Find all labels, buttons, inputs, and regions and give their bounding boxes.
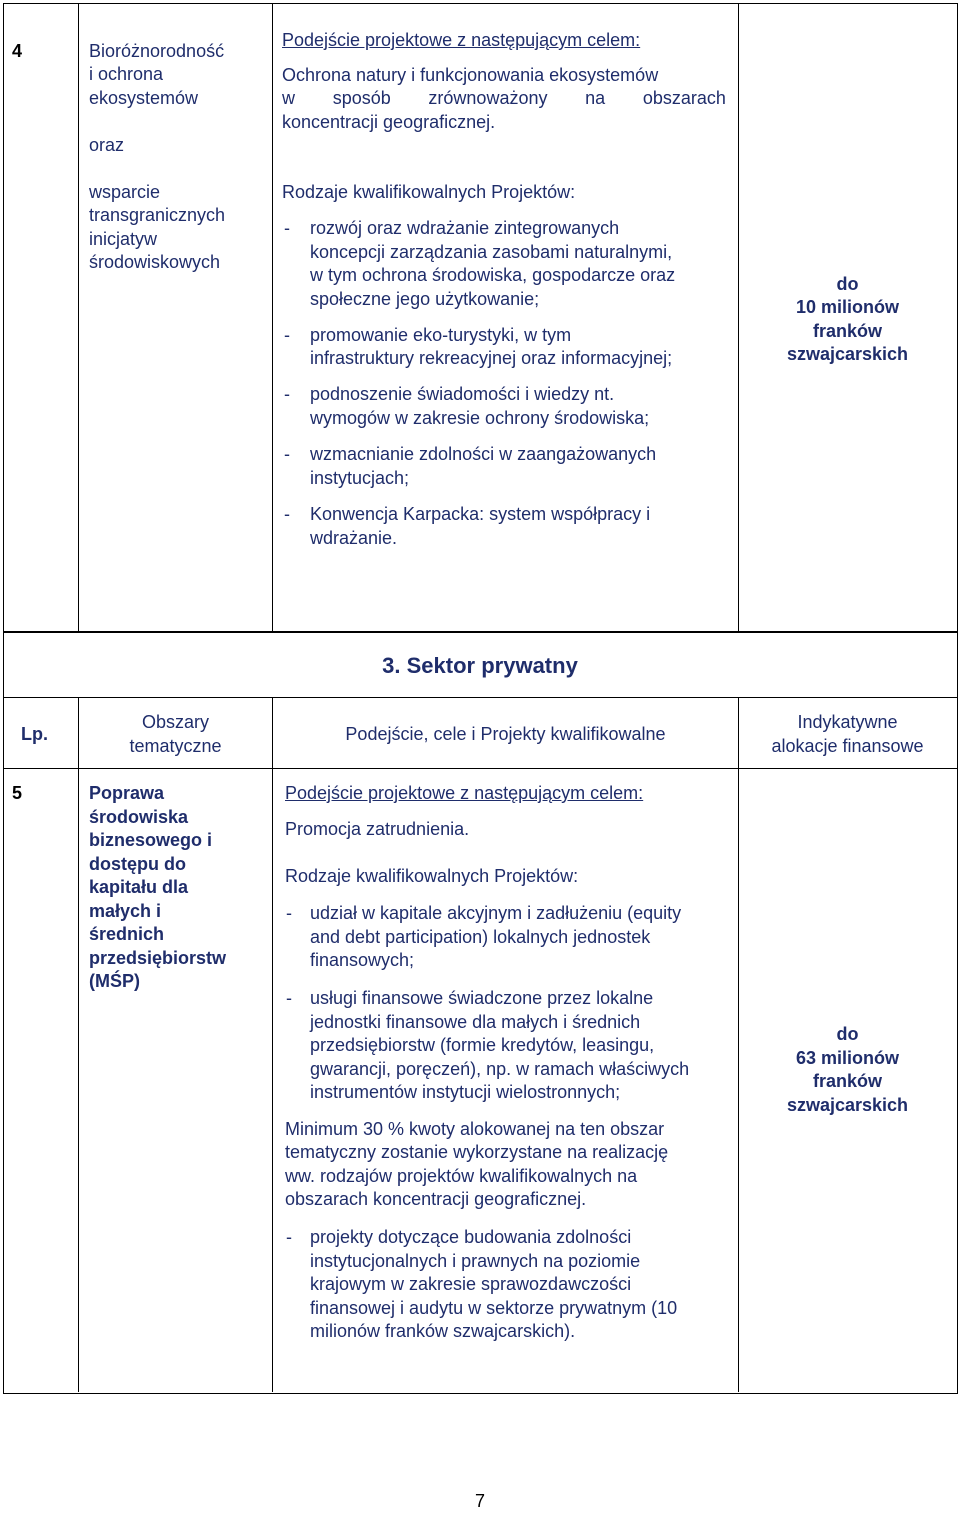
page-number: 7 <box>474 1491 485 1511</box>
header-approach: Podejście, cele i Projekty kwalifikowalne <box>345 724 666 744</box>
header-lp: Lp. <box>21 724 48 744</box>
section-title: 3. Sektor prywatny <box>382 653 578 678</box>
approach-heading: Podejście projektowe z następującym celem: <box>285 783 644 803</box>
types-heading: Rodzaje kwalifikowalnych Projektów: <box>282 182 576 202</box>
divider <box>78 697 79 1392</box>
approach-text: Promocja zatrudnienia. <box>285 819 470 839</box>
row-number: 5 <box>12 783 23 803</box>
types-heading: Rodzaje kwalifikowalnych Projektów: <box>285 866 579 886</box>
divider <box>78 3 79 631</box>
divider <box>3 697 957 698</box>
divider <box>272 697 273 1392</box>
approach-heading: Podejście projektowe z następującym celem: <box>282 30 641 50</box>
row-number: 4 <box>12 41 23 61</box>
divider <box>3 768 957 769</box>
divider <box>272 3 273 631</box>
